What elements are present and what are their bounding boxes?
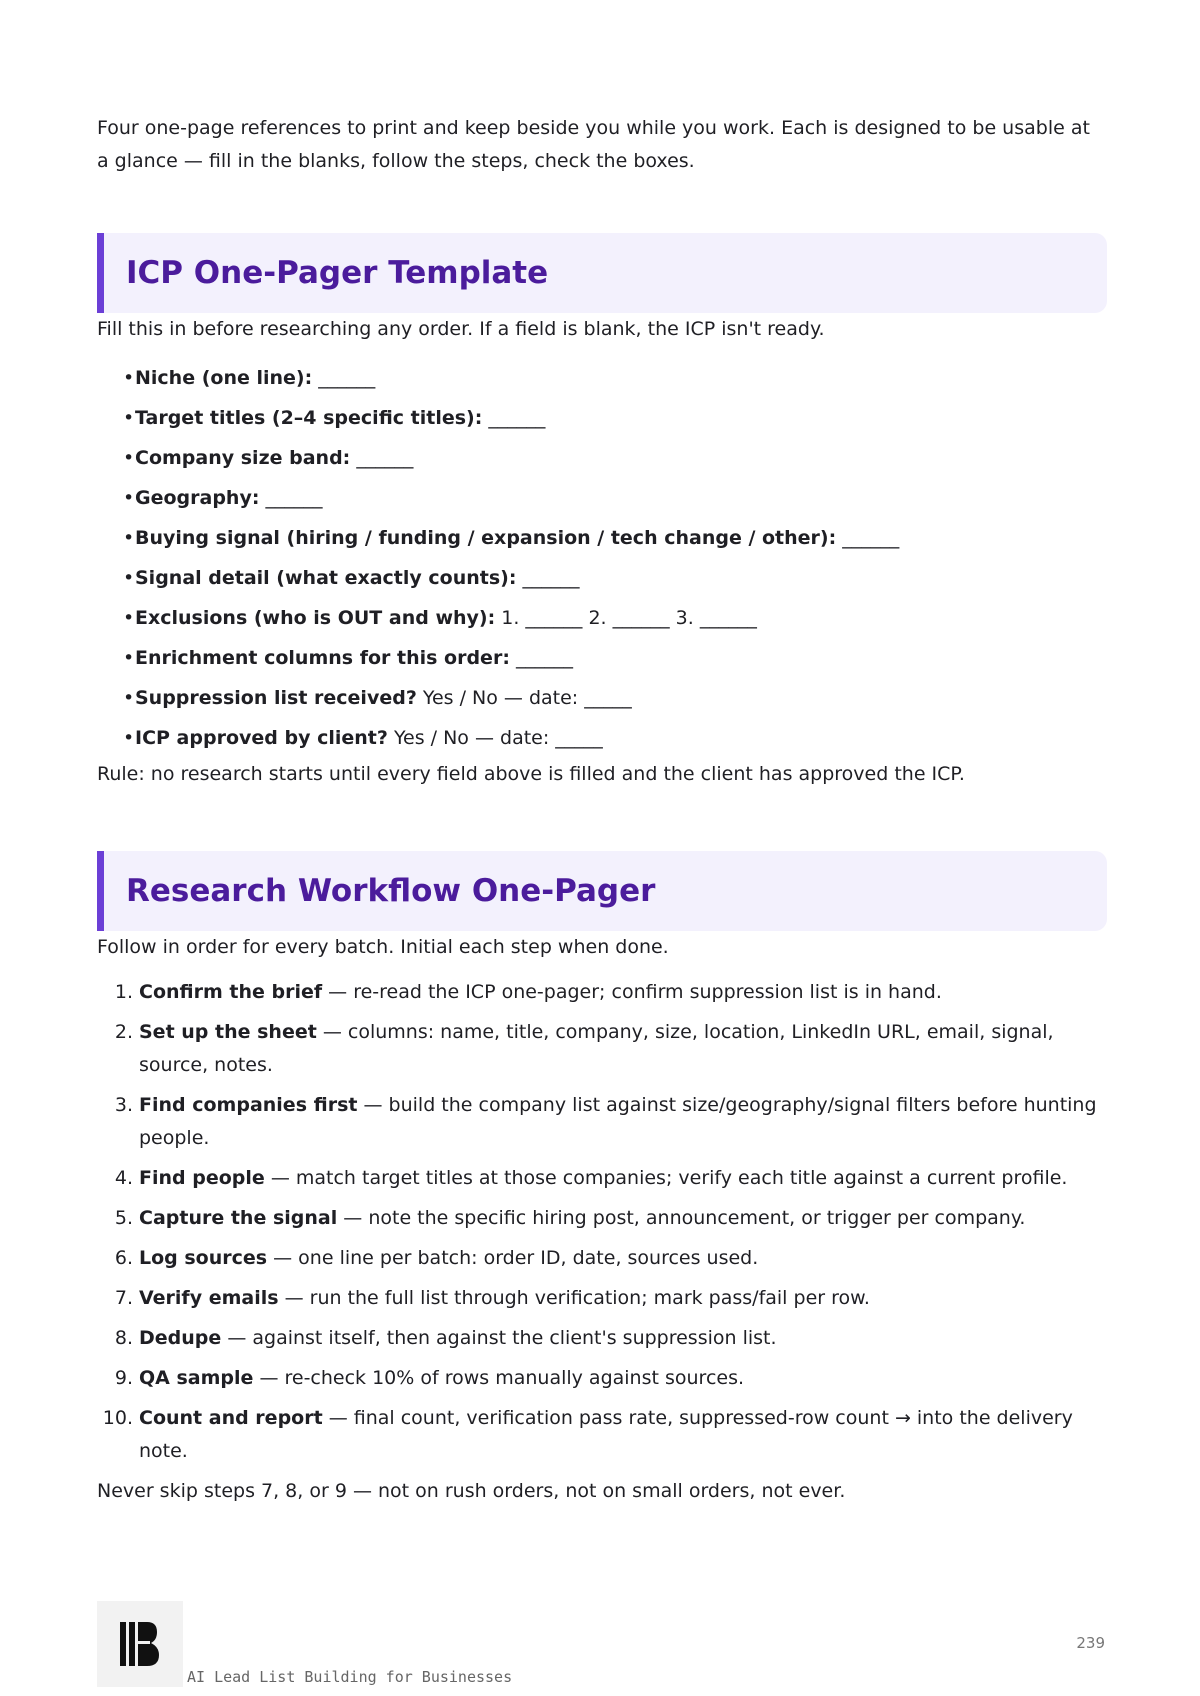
book-logo-glyph <box>120 1620 160 1668</box>
icp-field <box>123 438 1107 478</box>
step-text: — build the company list against size/geography/signal filters before hunting people. <box>139 1094 1097 1149</box>
icp-field-label: Company size band: <box>135 447 351 469</box>
step-number: 8. <box>114 1327 133 1349</box>
step-number: 10. <box>102 1407 133 1429</box>
step-text: — re-read the ICP one-pager; confirm suppression list is in hand. <box>322 981 942 1003</box>
step-title: Find people <box>139 1167 265 1189</box>
icp-field-blank: ______ <box>516 567 580 589</box>
icp-field <box>123 598 1107 638</box>
workflow-step <box>97 1016 1107 1082</box>
workflow-step-list <box>97 976 1107 1468</box>
icp-field-label: Enrichment columns for this order: <box>135 647 510 669</box>
icp-field-blank: ______ <box>312 367 376 389</box>
page-number: 239 <box>1076 1634 1105 1652</box>
icp-field-blank: 1. ______ 2. ______ 3. ______ <box>495 607 757 629</box>
workflow-heading-title: Research Workflow One-Pager <box>126 873 656 909</box>
step-title: Dedupe <box>139 1327 222 1349</box>
footer-book-title: AI Lead List Building for Businesses <box>187 1668 513 1686</box>
icp-section-heading <box>97 233 1107 313</box>
intro-paragraph: Four one-page references to print and keep beside you while you work. Each is designed to be usable at a glance — fill in the blanks, follow the steps, check the boxes. <box>97 117 1090 172</box>
icp-field <box>123 678 1107 718</box>
workflow-step <box>97 1282 1107 1315</box>
icp-field-label: Exclusions (who is OUT and why): <box>135 607 496 629</box>
workflow-intro: Follow in order for every batch. Initial each step when done. <box>97 936 669 958</box>
icp-field-label: Niche (one line): <box>135 367 313 389</box>
icp-field-blank: ______ <box>350 447 414 469</box>
icp-field <box>123 718 1107 758</box>
step-number: 3. <box>114 1094 133 1116</box>
step-text: — against itself, then against the client's suppression list. <box>221 1327 777 1349</box>
icp-field <box>123 358 1107 398</box>
icp-intro: Fill this in before researching any order. If a field is blank, the ICP isn't ready. <box>97 318 825 340</box>
icp-field-label: Target titles (2–4 specific titles): <box>135 407 483 429</box>
book-logo-icon <box>97 1601 183 1687</box>
icp-field-blank: ______ <box>259 487 323 509</box>
step-text: — one line per batch: order ID, date, sources used. <box>267 1247 759 1269</box>
page-content <box>97 112 1107 1508</box>
icp-field-blank: ______ <box>482 407 546 429</box>
step-number: 1. <box>114 981 133 1003</box>
step-number: 4. <box>114 1167 133 1189</box>
icp-field-label: Suppression list received? <box>135 687 417 709</box>
icp-field <box>123 398 1107 438</box>
icp-field-list <box>97 358 1107 758</box>
icp-field-blank: Yes / No — date: _____ <box>416 687 632 709</box>
step-title: Find companies first <box>139 1094 358 1116</box>
workflow-step <box>97 1402 1107 1468</box>
workflow-step <box>97 1322 1107 1355</box>
step-title: Verify emails <box>139 1287 279 1309</box>
step-text: — re-check 10% of rows manually against sources. <box>253 1367 745 1389</box>
step-number: 6. <box>114 1247 133 1269</box>
step-text: — final count, verification pass rate, suppressed-row count → into the delivery note. <box>139 1407 1073 1462</box>
step-title: Capture the signal <box>139 1207 338 1229</box>
icp-field <box>123 558 1107 598</box>
icp-field <box>123 518 1107 558</box>
workflow-step <box>97 1242 1107 1275</box>
icp-field <box>123 638 1107 678</box>
icp-field-label: ICP approved by client? <box>135 727 388 749</box>
icp-field-blank: ______ <box>509 647 573 669</box>
step-title: Log sources <box>139 1247 268 1269</box>
step-title: Count and report <box>139 1407 323 1429</box>
step-title: Confirm the brief <box>139 981 323 1003</box>
step-text: — match target titles at those companies; verify each title against a current profile. <box>264 1167 1068 1189</box>
workflow-step <box>97 1162 1107 1195</box>
icp-field-label: Signal detail (what exactly counts): <box>135 567 517 589</box>
icp-field-blank: Yes / No — date: _____ <box>387 727 603 749</box>
icp-field-label: Buying signal (hiring / funding / expansion / tech change / other): <box>135 527 837 549</box>
icp-field-blank: ______ <box>836 527 900 549</box>
workflow-step <box>97 1202 1107 1235</box>
icp-field-label: Geography: <box>135 487 260 509</box>
workflow-closing: Never skip steps 7, 8, or 9 — not on rush orders, not on small orders, not ever. <box>97 1480 846 1502</box>
icp-rule: Rule: no research starts until every field above is filled and the client has approved the ICP. <box>97 763 965 785</box>
icp-heading-title: ICP One-Pager Template <box>126 255 549 291</box>
step-number: 5. <box>114 1207 133 1229</box>
step-title: QA sample <box>139 1367 254 1389</box>
workflow-step <box>97 1362 1107 1395</box>
workflow-step <box>97 1089 1107 1155</box>
workflow-section-heading <box>97 851 1107 931</box>
step-number: 9. <box>114 1367 133 1389</box>
step-text: — columns: name, title, company, size, location, LinkedIn URL, email, signal, source, notes. <box>139 1021 1054 1076</box>
step-number: 2. <box>114 1021 133 1043</box>
icp-field <box>123 478 1107 518</box>
workflow-step <box>97 976 1107 1009</box>
step-text: — note the specific hiring post, announcement, or trigger per company. <box>337 1207 1026 1229</box>
step-title: Set up the sheet <box>139 1021 317 1043</box>
step-number: 7. <box>114 1287 133 1309</box>
step-text: — run the full list through verification; mark pass/fail per row. <box>278 1287 870 1309</box>
